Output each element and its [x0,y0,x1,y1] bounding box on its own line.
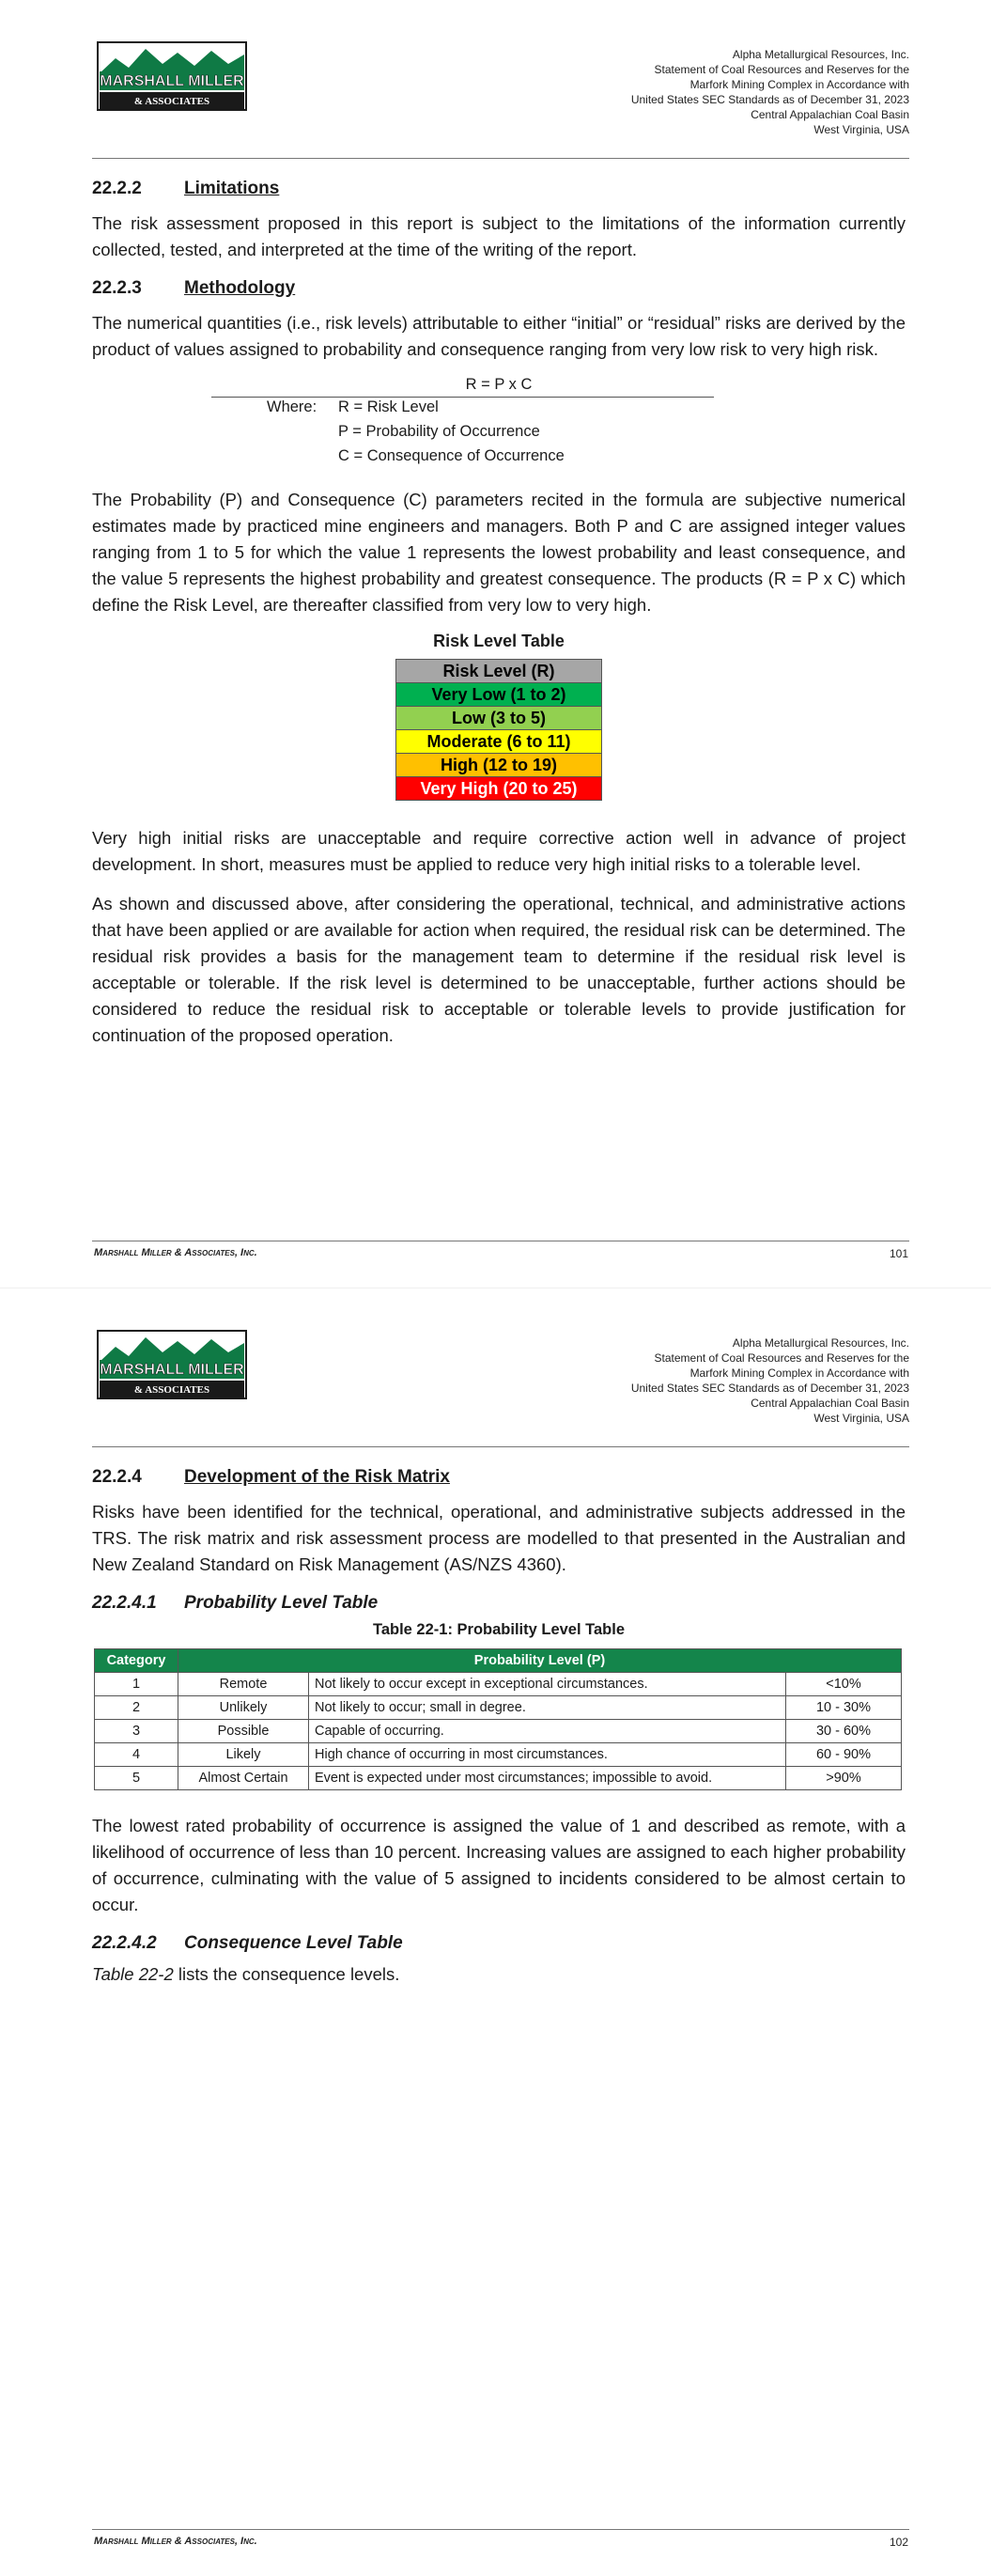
header-text: Alpha Metallurgical Resources, Inc. Statement of Coal Resources and Reserves for the Marfork Mining Complex in Accordance with United States SEC Standards as of December 31, 2023 Central Appalachian Coal Basin West Virginia, USA [630,48,909,136]
column-header-category: Category [95,1649,178,1673]
svg-text:MARSHALL MILLER: MARSHALL MILLER [100,73,244,89]
paragraph: Very high initial risks are unacceptable and require corrective action well in advance of project development. In short, measures must be applied to reduce very high initial risks to a tolerable level. [92,828,906,874]
probability-level-table [94,1648,902,1790]
section-heading-limitations: 22.2.2 Limitations [92,179,280,198]
table-row: 2 Unlikely Not likely to occur; small in degree. 10 - 30% [95,1696,902,1720]
paragraph: The risk assessment proposed in this report is subject to the limitations of the information currently collected, tested, and interpreted at the time of the writing of the report. [92,213,906,259]
subsection-heading-consequence: 22.2.4.2 Consequence Level Table [92,1933,403,1953]
paragraph: The Probability (P) and Consequence (C) parameters recited in the formula are subjective numerical estimates made by practiced mine engineers and managers. Both P and C are assigned integer values ranging from 1 to 5 for which the value 1 represents the lowest probability and least consequence, and the value 5 represents the highest probability and greatest consequence. The products (R = P x C) which define the Risk Level, are thereafter classified from very low to very high. [92,490,906,615]
footer-company: Marshall Miller & Associates, Inc. [94,1247,257,1258]
svg-text:& ASSOCIATES: & ASSOCIATES [133,1384,210,1396]
risk-level-table [395,659,602,801]
risk-level-caption: Risk Level Table [433,632,565,650]
risk-level-row: High (12 to 19) [396,754,602,777]
marshall-miller-logo [97,41,247,111]
paragraph: The numerical quantities (i.e., risk levels) attributable to either “initial” or “residual” risks are derived by the product of values assigned to probability and consequence ranging from very low risk to very high risk. [92,313,906,359]
page-number: 101 [889,1247,908,1260]
table-row: 5 Almost Certain Event is expected under most circumstances; impossible to avoid. >90% [95,1767,902,1790]
page-102 [0,1288,991,2576]
risk-formula: R = P x C Where: R = Risk Level P = Probability of Occurrence C = Consequence of Occurrence [92,376,906,472]
table-row: 1 Remote Not likely to occur except in exceptional circumstances. <10% [95,1673,902,1696]
column-header-probability: Probability Level (P) [178,1649,902,1673]
svg-text:& ASSOCIATES: & ASSOCIATES [133,96,210,107]
page-content [92,177,906,1062]
footer-divider [92,2529,909,2530]
risk-level-row: Risk Level (R) [396,660,602,683]
risk-level-row: Very Low (1 to 2) [396,683,602,707]
subsection-heading-probability: 22.2.4.1 Probability Level Table [92,1593,379,1613]
section-heading-methodology: 22.2.3 Methodology [92,278,296,298]
svg-text:MARSHALL MILLER: MARSHALL MILLER [100,1362,244,1378]
risk-level-row: Very High (20 to 25) [396,777,602,801]
table-reference-link[interactable]: Table 22-2 [92,1964,174,1984]
paragraph: As shown and discussed above, after considering the operational, technical, and administrative actions that have been applied or are available for action when required, the residual risk can be determined. The residual risk provides a basis for the management team to determine if the residual risk level is acceptable or tolerable. If the risk level is determined to be unacceptable, further actions should be considered to reduce the residual risk to acceptable or tolerable levels to provide justification for continuation of the proposed operation. [92,894,906,1045]
paragraph: Risks have been identified for the technical, operational, and administrative subjects addressed in the TRS. The risk matrix and risk assessment process are modelled to that presented in the Australian and New Zealand Standard on Risk Management (AS/NZS 4360). [92,1502,906,1574]
header-text: Alpha Metallurgical Resources, Inc. Statement of Coal Resources and Reserves for the Marfork Mining Complex in Accordance with United States SEC Standards as of December 31, 2023 Central Appalachian Coal Basin West Virginia, USA [630,1336,909,1425]
page-number: 102 [889,2536,908,2549]
paragraph: Table 22-2 lists the consequence levels. [92,1964,400,1984]
header-divider [92,158,909,159]
risk-level-row: Low (3 to 5) [396,707,602,730]
section-heading-risk-matrix: 22.2.4 Development of the Risk Matrix [92,1467,450,1487]
footer-company: Marshall Miller & Associates, Inc. [94,2536,257,2547]
page-content [92,1465,906,2001]
table-row: 3 Possible Capable of occurring. 30 - 60% [95,1720,902,1743]
paragraph: The lowest rated probability of occurrence is assigned the value of 1 and described as remote, with a likelihood of occurrence of less than 10 percent. Increasing values are assigned to each higher probability of occurrence, culminating with the value of 5 assigned to incidents considered to be almost certain to occur. [92,1816,906,1914]
table-row: 4 Likely High chance of occurring in most circumstances. 60 - 90% [95,1743,902,1767]
risk-level-row: Moderate (6 to 11) [396,730,602,754]
marshall-miller-logo [97,1330,247,1399]
header-divider [92,1446,909,1447]
table-caption: Table 22-1: Probability Level Table [372,1621,626,1638]
